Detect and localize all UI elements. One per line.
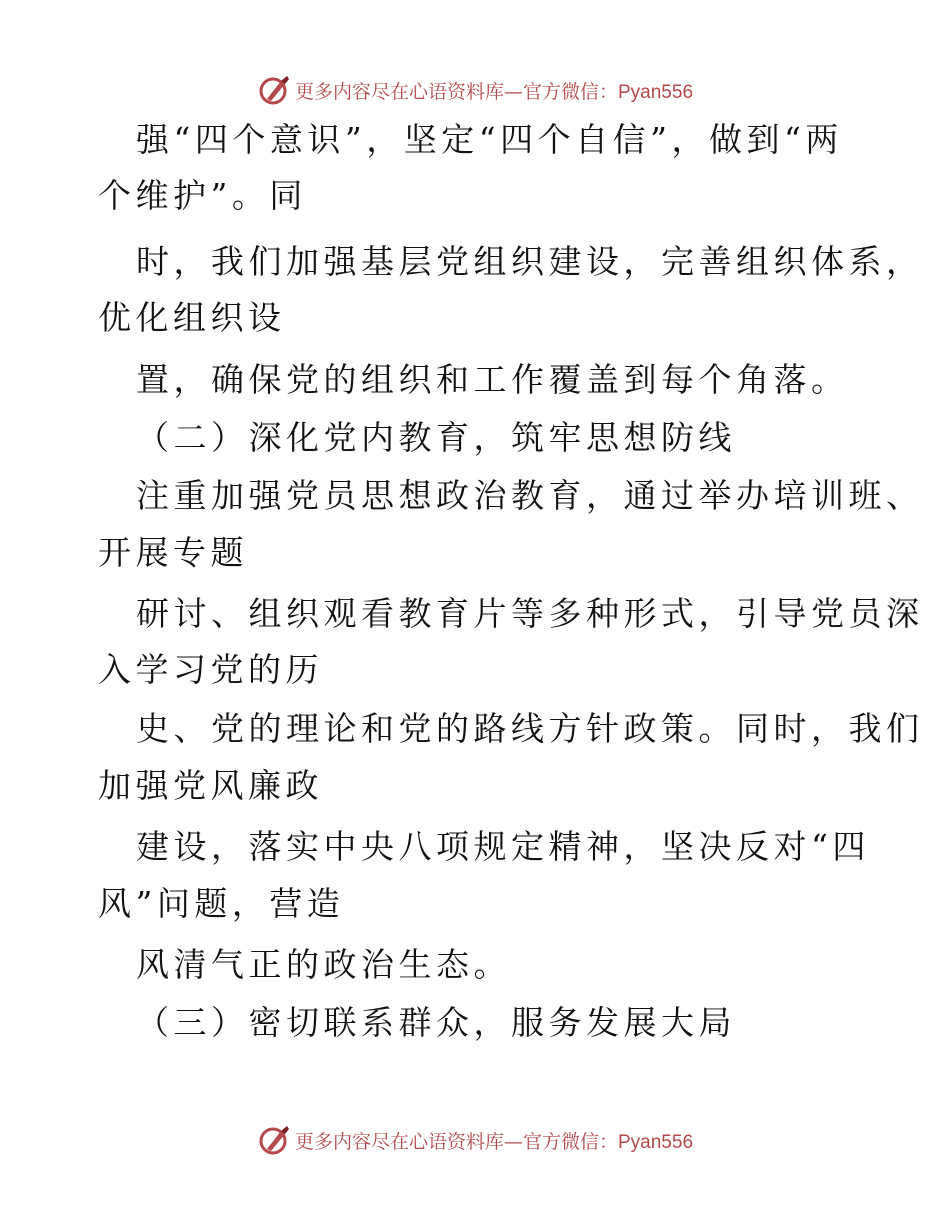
section-heading: （二）深化党内教育，筑牢思想防线 (136, 418, 736, 457)
text-line: 入学习党的历 (98, 650, 323, 689)
text-line: 开展专题 (98, 533, 248, 572)
text-line: 建设，落实中央八项规定精神，坚决反对“四 (136, 827, 870, 866)
pen-logo-icon (257, 1123, 291, 1157)
header-banner-sep: — (504, 80, 523, 103)
text-line: 加强党风廉政 (98, 766, 323, 805)
pen-logo-icon (257, 73, 291, 107)
text-line: 置，确保党的组织和工作覆盖到每个角落。 (136, 360, 849, 399)
header-banner-text: 更多内容尽在心语资料库 (294, 80, 504, 103)
text-line: 强“四个意识”，坚定“四个自信”，做到“两 (136, 120, 843, 159)
header-banner-wechat: 官方微信：Pyan556 (523, 81, 694, 103)
text-line: 研讨、组织观看教育片等多种形式，引导党员深 (136, 594, 924, 633)
text-line: 时，我们加强基层党组织建设，完善组织体系， (136, 242, 924, 281)
text-line: 优化组织设 (98, 298, 286, 337)
header-watermark (0, 70, 950, 110)
footer-banner-sep: — (504, 1130, 523, 1153)
footer-watermark (0, 1120, 950, 1160)
text-line: 风”问题，营造 (98, 884, 345, 923)
text-line: 注重加强党员思想政治教育，通过举办培训班、 (136, 476, 924, 515)
text-line: 个维护”。同 (98, 176, 307, 215)
text-line: 史、党的理论和党的路线方针政策。同时，我们 (136, 709, 924, 748)
text-line: 风清气正的政治生态。 (136, 945, 511, 984)
footer-banner-wechat: 官方微信：Pyan556 (523, 1131, 694, 1153)
section-heading: （三）密切联系群众，服务发展大局 (136, 1003, 736, 1042)
footer-banner-text: 更多内容尽在心语资料库 (294, 1130, 504, 1153)
